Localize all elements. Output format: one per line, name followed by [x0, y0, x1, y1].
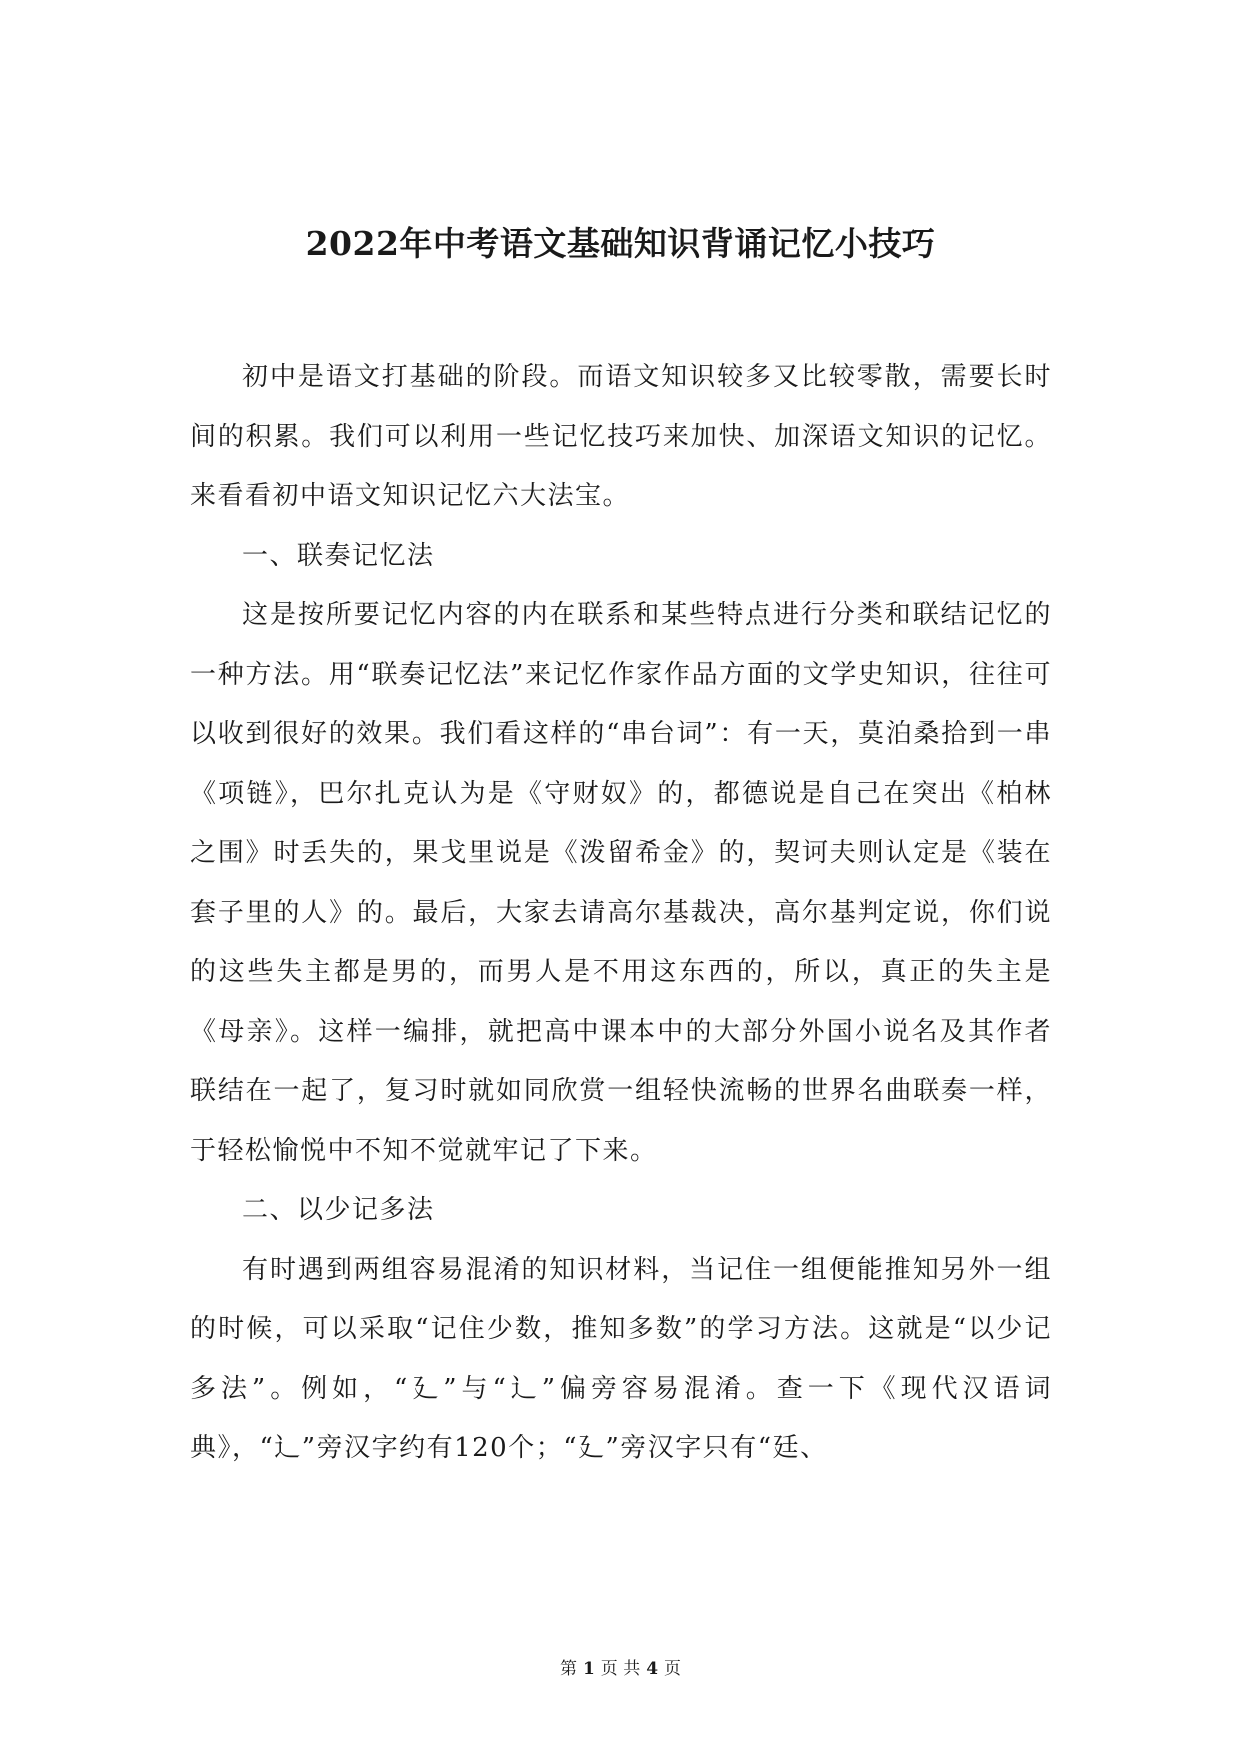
footer-middle: 页 共 [600, 1659, 641, 1679]
footer-total-pages: 4 [646, 1659, 659, 1679]
section-heading-2: 二、以少记多法 [242, 1195, 435, 1225]
document-body [190, 348, 1052, 1479]
section-1-paragraph: 这是按所要记忆内容的内在联系和某些特点进行分类和联结记忆的一种方法。用“联奏记忆法”来记忆作家作品方面的文学史知识，往往可以收到很好的效果。我们看这样的“串台词”：有一天，莫泊桑拾到一串《项链》，巴尔扎克认为是《守财奴》的，都德说是自己在突出《柏林之围》时丢失的，果戈里说是《泼留希金》的，契诃夫则认定是《装在套子里的人》的。最后，大家去请高尔基裁决，高尔基判定说，你们说的这些失主都是男的，而男人是不用这东西的，所以，真正的失主是《母亲》。这样一编排，就把高中课本中的大部分外国小说名及其作者联结在一起了，复习时就如同欣赏一组轻快流畅的世界名曲联奏一样，于轻松愉悦中不知不觉就牢记了下来。 [190, 600, 1052, 1166]
footer-page-number: 1 [582, 1659, 595, 1679]
section-heading-1: 一、联奏记忆法 [242, 540, 435, 571]
section-2-paragraph: 有时遇到两组容易混淆的知识材料，当记住一组便能推知另外一组的时候，可以采取“记住少数，推知多数”的学习方法。这就是“以少记多法”。例如，“廴”与“辶”偏旁容易混淆。查一下《现代汉语词典》，“辶”旁汉字约有120个；“廴”旁汉字只有“廷、 [190, 1254, 1052, 1463]
document-title: 2022年中考语文基础知识背诵记忆小技巧 [305, 224, 936, 263]
footer-suffix: 页 [664, 1659, 682, 1679]
intro-paragraph: 初中是语文打基础的阶段。而语文知识较多又比较零散，需要长时间的积累。我们可以利用一些记忆技巧来加快、加深语文知识的记忆。来看看初中语文知识记忆六大法宝。 [190, 362, 1052, 511]
page-footer [0, 1658, 1241, 1680]
footer-prefix: 第 [559, 1659, 577, 1679]
